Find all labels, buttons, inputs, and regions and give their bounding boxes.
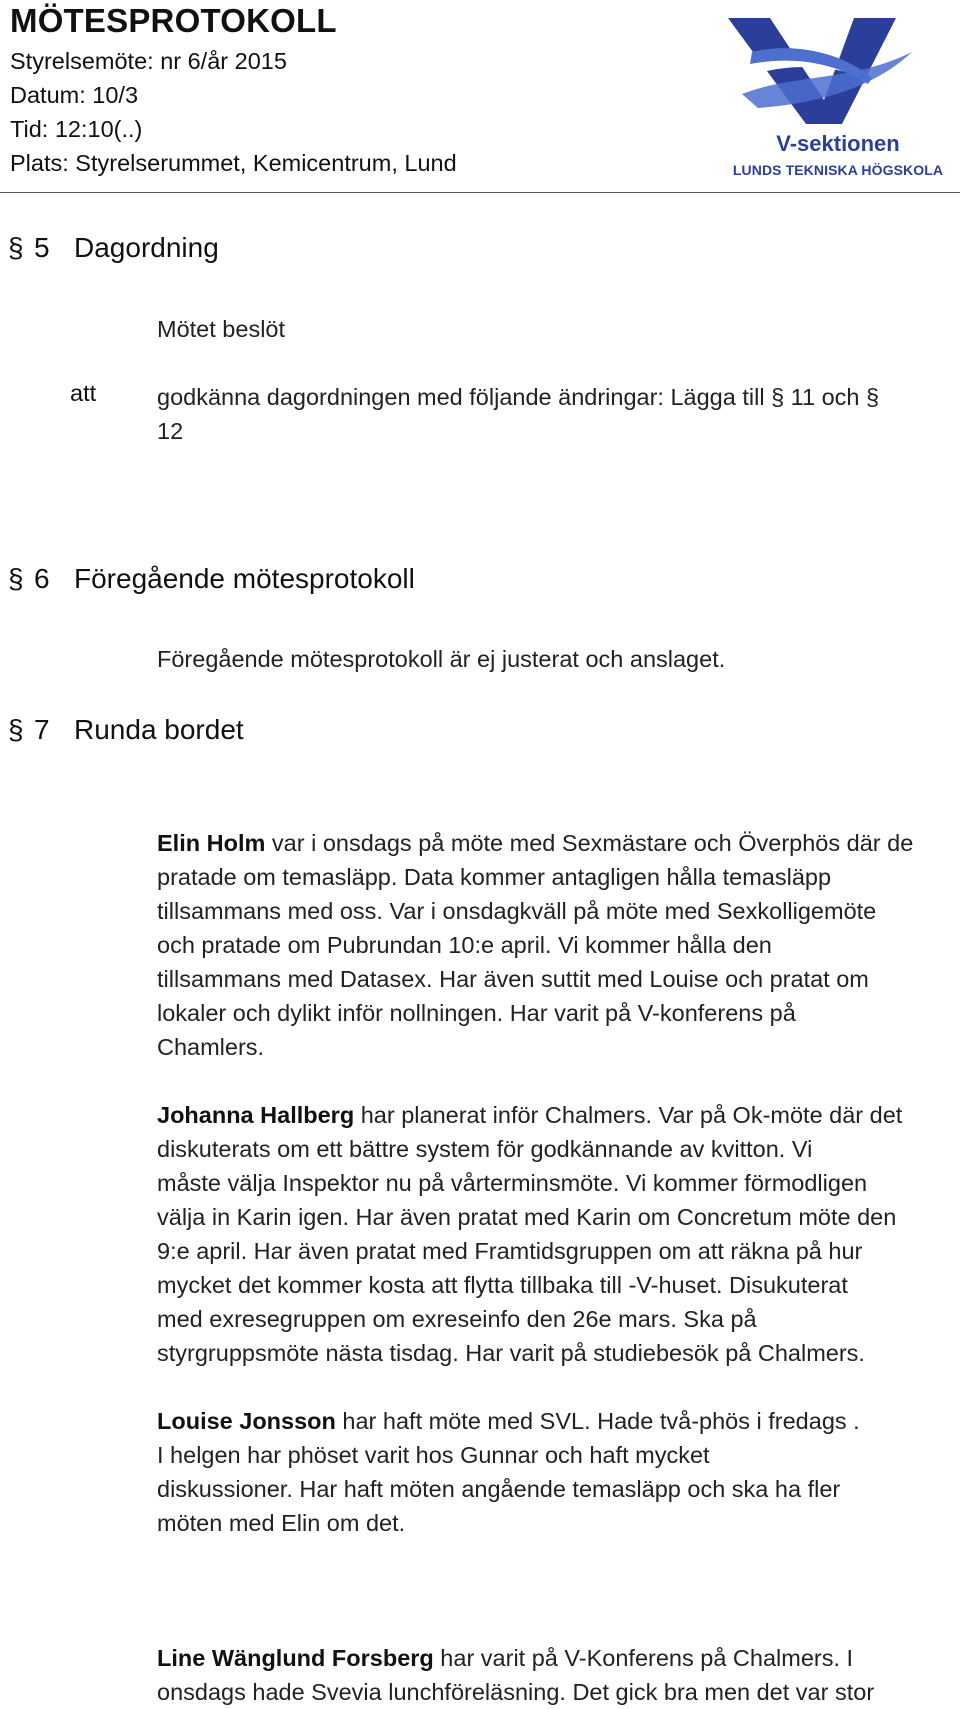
- section-title: Föregående mötesprotokoll: [74, 563, 415, 594]
- entry-line: styrgruppsmöte nästa tisdag. Har varit på studiebesök på Chalmers.: [157, 1340, 865, 1366]
- person-name: Line Wänglund Forsberg: [157, 1645, 434, 1671]
- person-name: Louise Jonsson: [157, 1408, 336, 1434]
- logo-university: LUNDS TEKNISKA HÖGSKOLA: [732, 162, 944, 178]
- entry-line: onsdags hade Svevia lunchföreläsning. Det gick bra men det var stor: [157, 1679, 875, 1705]
- meeting-date: Datum: 10/3: [10, 82, 139, 108]
- entry-line: Line Wänglund Forsberg har varit på V-Konferens på Chalmers. I: [157, 1645, 854, 1671]
- v-sektionen-logo: [722, 12, 954, 184]
- entry-line: Louise Jonsson har haft möte med SVL. Hade två-phös i fredags .: [157, 1408, 860, 1434]
- round-table-entry: [157, 826, 957, 1064]
- entry-line: tillsammans med oss. Var i onsdagkväll på möte med Sexkolligemöte: [157, 898, 877, 924]
- person-name: Johanna Hallberg: [157, 1102, 355, 1128]
- section-7-heading: [8, 714, 244, 746]
- entry-line: I helgen har phöset varit hos Gunnar och haft mycket: [157, 1442, 710, 1468]
- section-5-heading: [8, 232, 219, 264]
- section-number: 7: [34, 714, 50, 745]
- section-title: Runda bordet: [74, 714, 244, 745]
- meeting-place: Plats: Styrelserummet, Kemicentrum, Lund: [10, 150, 457, 176]
- section-6-text: Föregående mötesprotokoll är ej justerat och anslaget.: [157, 646, 726, 672]
- entry-line: 9:e april. Har även pratat med Framtidsgruppen om att räkna på hur: [157, 1238, 863, 1264]
- section-sign: §: [8, 714, 24, 745]
- entry-line: välja in Karin igen. Har även pratat med Karin om Concretum möte den: [157, 1204, 897, 1230]
- section-6-heading: [8, 563, 415, 595]
- round-table-entry: [157, 1641, 957, 1709]
- document-title: MÖTESPROTOKOLL: [10, 2, 337, 39]
- section-title: Dagordning: [74, 232, 219, 263]
- logo-name: V-sektionen: [776, 131, 900, 156]
- entry-line: pratade om temasläpp. Data kommer antagligen hålla temasläpp: [157, 864, 832, 890]
- section-sign: §: [8, 232, 24, 263]
- entry-line: möten med Elin om det.: [157, 1510, 406, 1536]
- round-table-entry: [157, 1404, 957, 1540]
- decision-intro: Mötet beslöt: [157, 316, 286, 342]
- entry-line: tillsammans med Datasex. Har även suttit med Louise och pratat om: [157, 966, 869, 992]
- meeting-number: Styrelsemöte: nr 6/år 2015: [10, 48, 287, 74]
- entry-line: lokaler och dylikt inför nollningen. Har varit på V-konferens på: [157, 1000, 796, 1026]
- section-number: 5: [34, 232, 50, 263]
- entry-line: diskussioner. Har haft möten angående temasläpp och ska ha fler: [157, 1476, 841, 1502]
- section-number: 6: [34, 563, 50, 594]
- person-name: Elin Holm: [157, 830, 266, 856]
- entry-line: och pratade om Pubrundan 10:e april. Vi kommer hålla den: [157, 932, 772, 958]
- entry-line: diskuterats om ett bättre system för godkännande av kvitton. Vi: [157, 1136, 813, 1162]
- document-header: [0, 0, 960, 193]
- entry-line: med exresegruppen om exreseinfo den 26e mars. Ska på: [157, 1306, 757, 1332]
- decision-text: [157, 380, 957, 448]
- round-table-entry: [157, 1098, 957, 1370]
- entry-line: Chamlers.: [157, 1034, 265, 1060]
- decision-line: 12: [157, 418, 184, 444]
- entry-line: måste välja Inspektor nu på vårterminsmöte. Vi kommer förmodligen: [157, 1170, 868, 1196]
- decision-line: godkänna dagordningen med följande ändringar: Lägga till § 11 och §: [157, 384, 880, 410]
- section-sign: §: [8, 563, 24, 594]
- entry-line: Elin Holm var i onsdags på möte med Sexmästare och Överphös där de: [157, 830, 914, 856]
- meeting-time: Tid: 12:10(..): [10, 116, 143, 142]
- entry-line: mycket det kommer kosta att flytta tillbaka till -V-huset. Disukuterat: [157, 1272, 848, 1298]
- v-logo-icon: [722, 12, 954, 130]
- att-label: att: [70, 380, 97, 406]
- entry-line: Johanna Hallberg har planerat inför Chalmers. Var på Ok-möte där det: [157, 1102, 903, 1128]
